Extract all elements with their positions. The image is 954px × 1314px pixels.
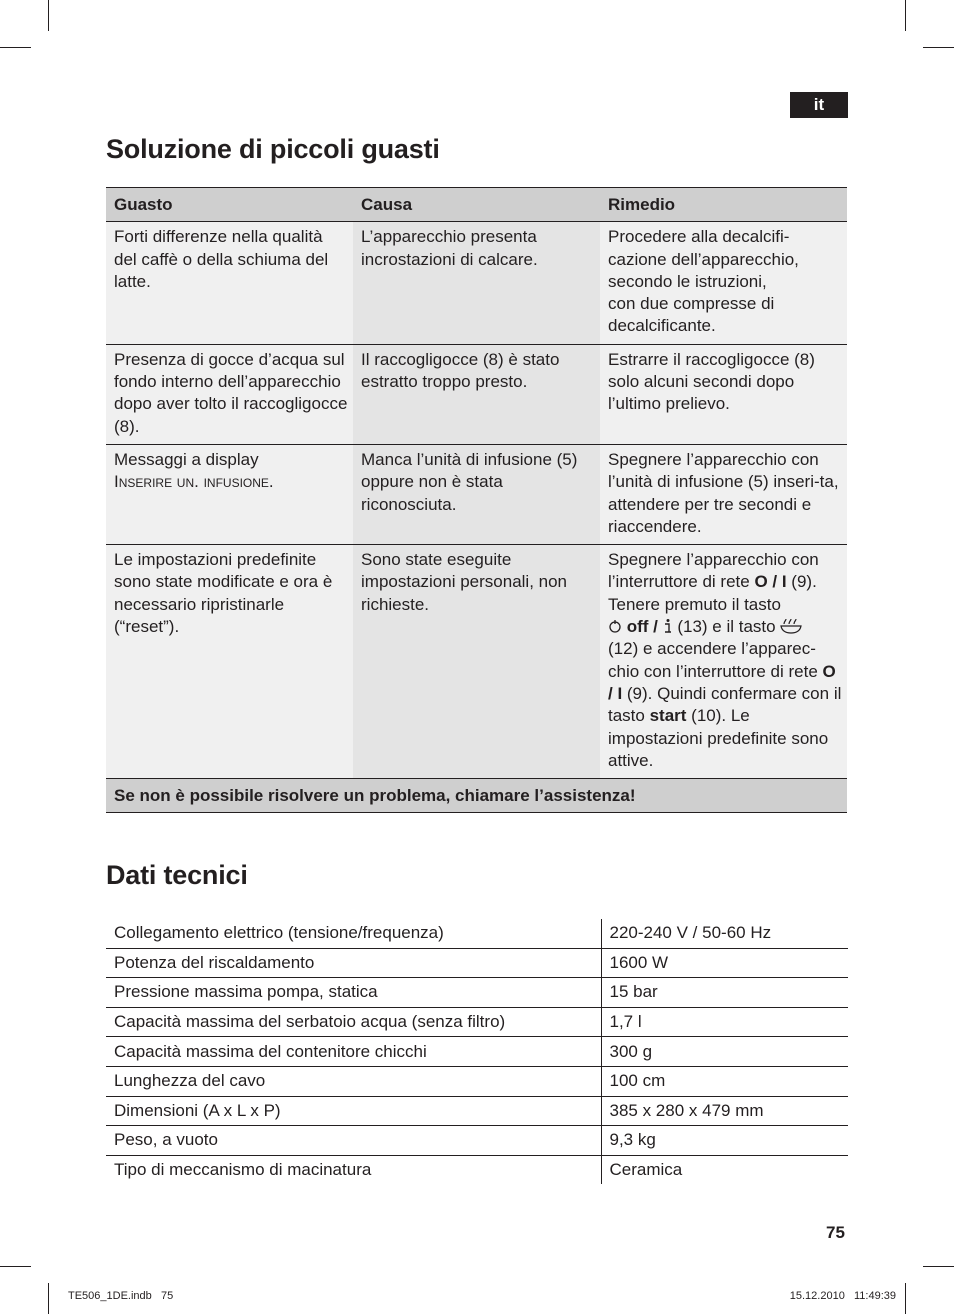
spec-value: Ceramica <box>601 1155 848 1184</box>
rimedio-line: con due compresse di <box>608 294 775 314</box>
spec-value: 15 bar <box>601 978 848 1008</box>
spec-label: Lunghezza del cavo <box>106 1066 601 1096</box>
spec-label: Potenza del riscaldamento <box>106 948 601 978</box>
cell-guasto: Presenza di gocce d’acqua sul fondo interno dell’apparecchio dopo aver tolto il raccogligocce (8). <box>106 344 353 444</box>
cell-causa: Manca l’unità di infusione (5) oppure non è stata riconosciuta. <box>353 444 600 544</box>
page-number: 75 <box>826 1223 845 1242</box>
table-row <box>106 444 847 544</box>
table-row <box>106 1037 848 1067</box>
crop-mark <box>48 0 49 31</box>
rimedio-text: (12) e accendere l’apparec-chio con l’interruttore di rete <box>608 639 823 681</box>
rimedio-text: (9). Tenere premuto il tasto <box>608 572 817 614</box>
table-row <box>106 919 848 948</box>
table-row <box>106 948 848 978</box>
rimedio-line: decalcificante. <box>608 316 716 336</box>
rimedio-line: secondo le istruzioni, <box>608 271 767 291</box>
info-icon <box>663 617 673 636</box>
table-row <box>106 978 848 1008</box>
crop-mark <box>923 1266 954 1267</box>
crop-mark <box>905 0 906 31</box>
off-key-label: off / <box>626 617 663 637</box>
cell-causa: Il raccogligocce (8) è stato estratto troppo presto. <box>353 344 600 444</box>
table-header-row <box>106 188 847 222</box>
spec-value: 300 g <box>601 1037 848 1067</box>
table-row <box>106 1096 848 1126</box>
spec-value: 9,3 kg <box>601 1126 848 1156</box>
spec-label: Capacità massima del contenitore chicchi <box>106 1037 601 1067</box>
table-row <box>106 344 847 444</box>
cell-guasto: Le impostazioni predefinite sono state modificate e ora è necessario ripristinarle (“reset”). <box>106 545 353 779</box>
spec-label: Collegamento elettrico (tensione/frequenza) <box>106 919 601 948</box>
table-footer-row <box>106 779 847 813</box>
spec-label: Dimensioni (A x L x P) <box>106 1096 601 1126</box>
table-row <box>106 1155 848 1184</box>
section-title-troubleshooting: Soluzione di piccoli guasti <box>106 134 440 164</box>
assistance-note: Se non è possibile risolvere un problema, chiamare l’assistenza! <box>106 779 847 813</box>
crop-mark <box>48 1283 49 1314</box>
spec-value: 1,7 l <box>601 1007 848 1037</box>
troubleshooting-table <box>106 187 847 813</box>
rimedio-text: (13) e il tasto <box>672 617 781 637</box>
crop-mark <box>0 47 31 48</box>
language-tab: it <box>790 92 848 118</box>
power-switch-label: O / I <box>608 661 836 703</box>
cell-rimedio <box>600 222 847 344</box>
rimedio-text: (10). Le impostazioni predefinite sono attive. <box>608 706 829 770</box>
start-key-label: start <box>649 706 687 726</box>
technical-data-table <box>106 919 848 1184</box>
spec-label: Tipo di meccanismo di macinatura <box>114 1160 372 1180</box>
column-header-guasto: Guasto <box>106 188 353 222</box>
spec-value: 220-240 V / 50-60 Hz <box>601 919 848 948</box>
spec-label: Peso, a vuoto <box>106 1126 601 1156</box>
cell-rimedio: Spegnere l’apparecchio con l’unità di infusione (5) inseri-ta, attendere per tre secondi e riaccendere. <box>600 444 847 544</box>
cell-guasto <box>106 444 353 544</box>
section-title-technical-data: Dati tecnici <box>106 860 248 890</box>
spec-value: 1600 W <box>601 948 848 978</box>
footer-timestamp: 15.12.2010 11:49:39 <box>789 1290 896 1302</box>
footer-file-info: TE506_1DE.indb 75 <box>68 1290 174 1302</box>
table-row <box>106 545 847 779</box>
table-row <box>106 222 847 344</box>
guasto-prefix: Messaggi a display <box>114 449 259 469</box>
crop-mark <box>905 1283 906 1314</box>
spec-label: Pressione massima pompa, statica <box>106 978 601 1008</box>
crop-mark <box>923 47 954 48</box>
spec-value: 385 x 280 x 479 mm <box>601 1096 848 1126</box>
pause-icon <box>608 617 622 636</box>
spec-label: Capacità massima del serbatoio acqua (senza filtro) <box>106 1007 601 1037</box>
spec-value: 100 cm <box>601 1066 848 1096</box>
rimedio-line: Procedere alla decalcifi- <box>608 227 790 247</box>
display-message: Inserire un. infusione. <box>114 472 274 492</box>
crop-mark <box>0 1266 31 1267</box>
cell-rimedio: Estrarre il raccogligocce (8) solo alcuni secondi dopo l’ultimo prelievo. <box>600 344 847 444</box>
rimedio-text: (9). Quindi confermare con il tasto <box>608 683 842 726</box>
table-row <box>106 1126 848 1156</box>
power-switch-label: O / I <box>754 572 787 592</box>
column-header-rimedio: Rimedio <box>600 188 847 222</box>
rimedio-text: Spegnere l’apparecchio con l’interruttore di rete <box>608 550 819 592</box>
cell-rimedio <box>600 545 847 779</box>
column-header-causa: Causa <box>353 188 600 222</box>
cell-causa: L’apparecchio presenta incrostazioni di calcare. <box>353 222 600 344</box>
table-row <box>106 1066 848 1096</box>
table-row <box>106 1007 848 1037</box>
cell-causa: Sono state eseguite impostazioni personali, non richieste. <box>353 545 600 779</box>
rimedio-line: cazione dell’apparecchio, <box>608 249 799 269</box>
cell-guasto: Forti differenze nella qualità del caffè o della schiuma del latte. <box>106 222 353 344</box>
steam-icon <box>780 617 802 636</box>
